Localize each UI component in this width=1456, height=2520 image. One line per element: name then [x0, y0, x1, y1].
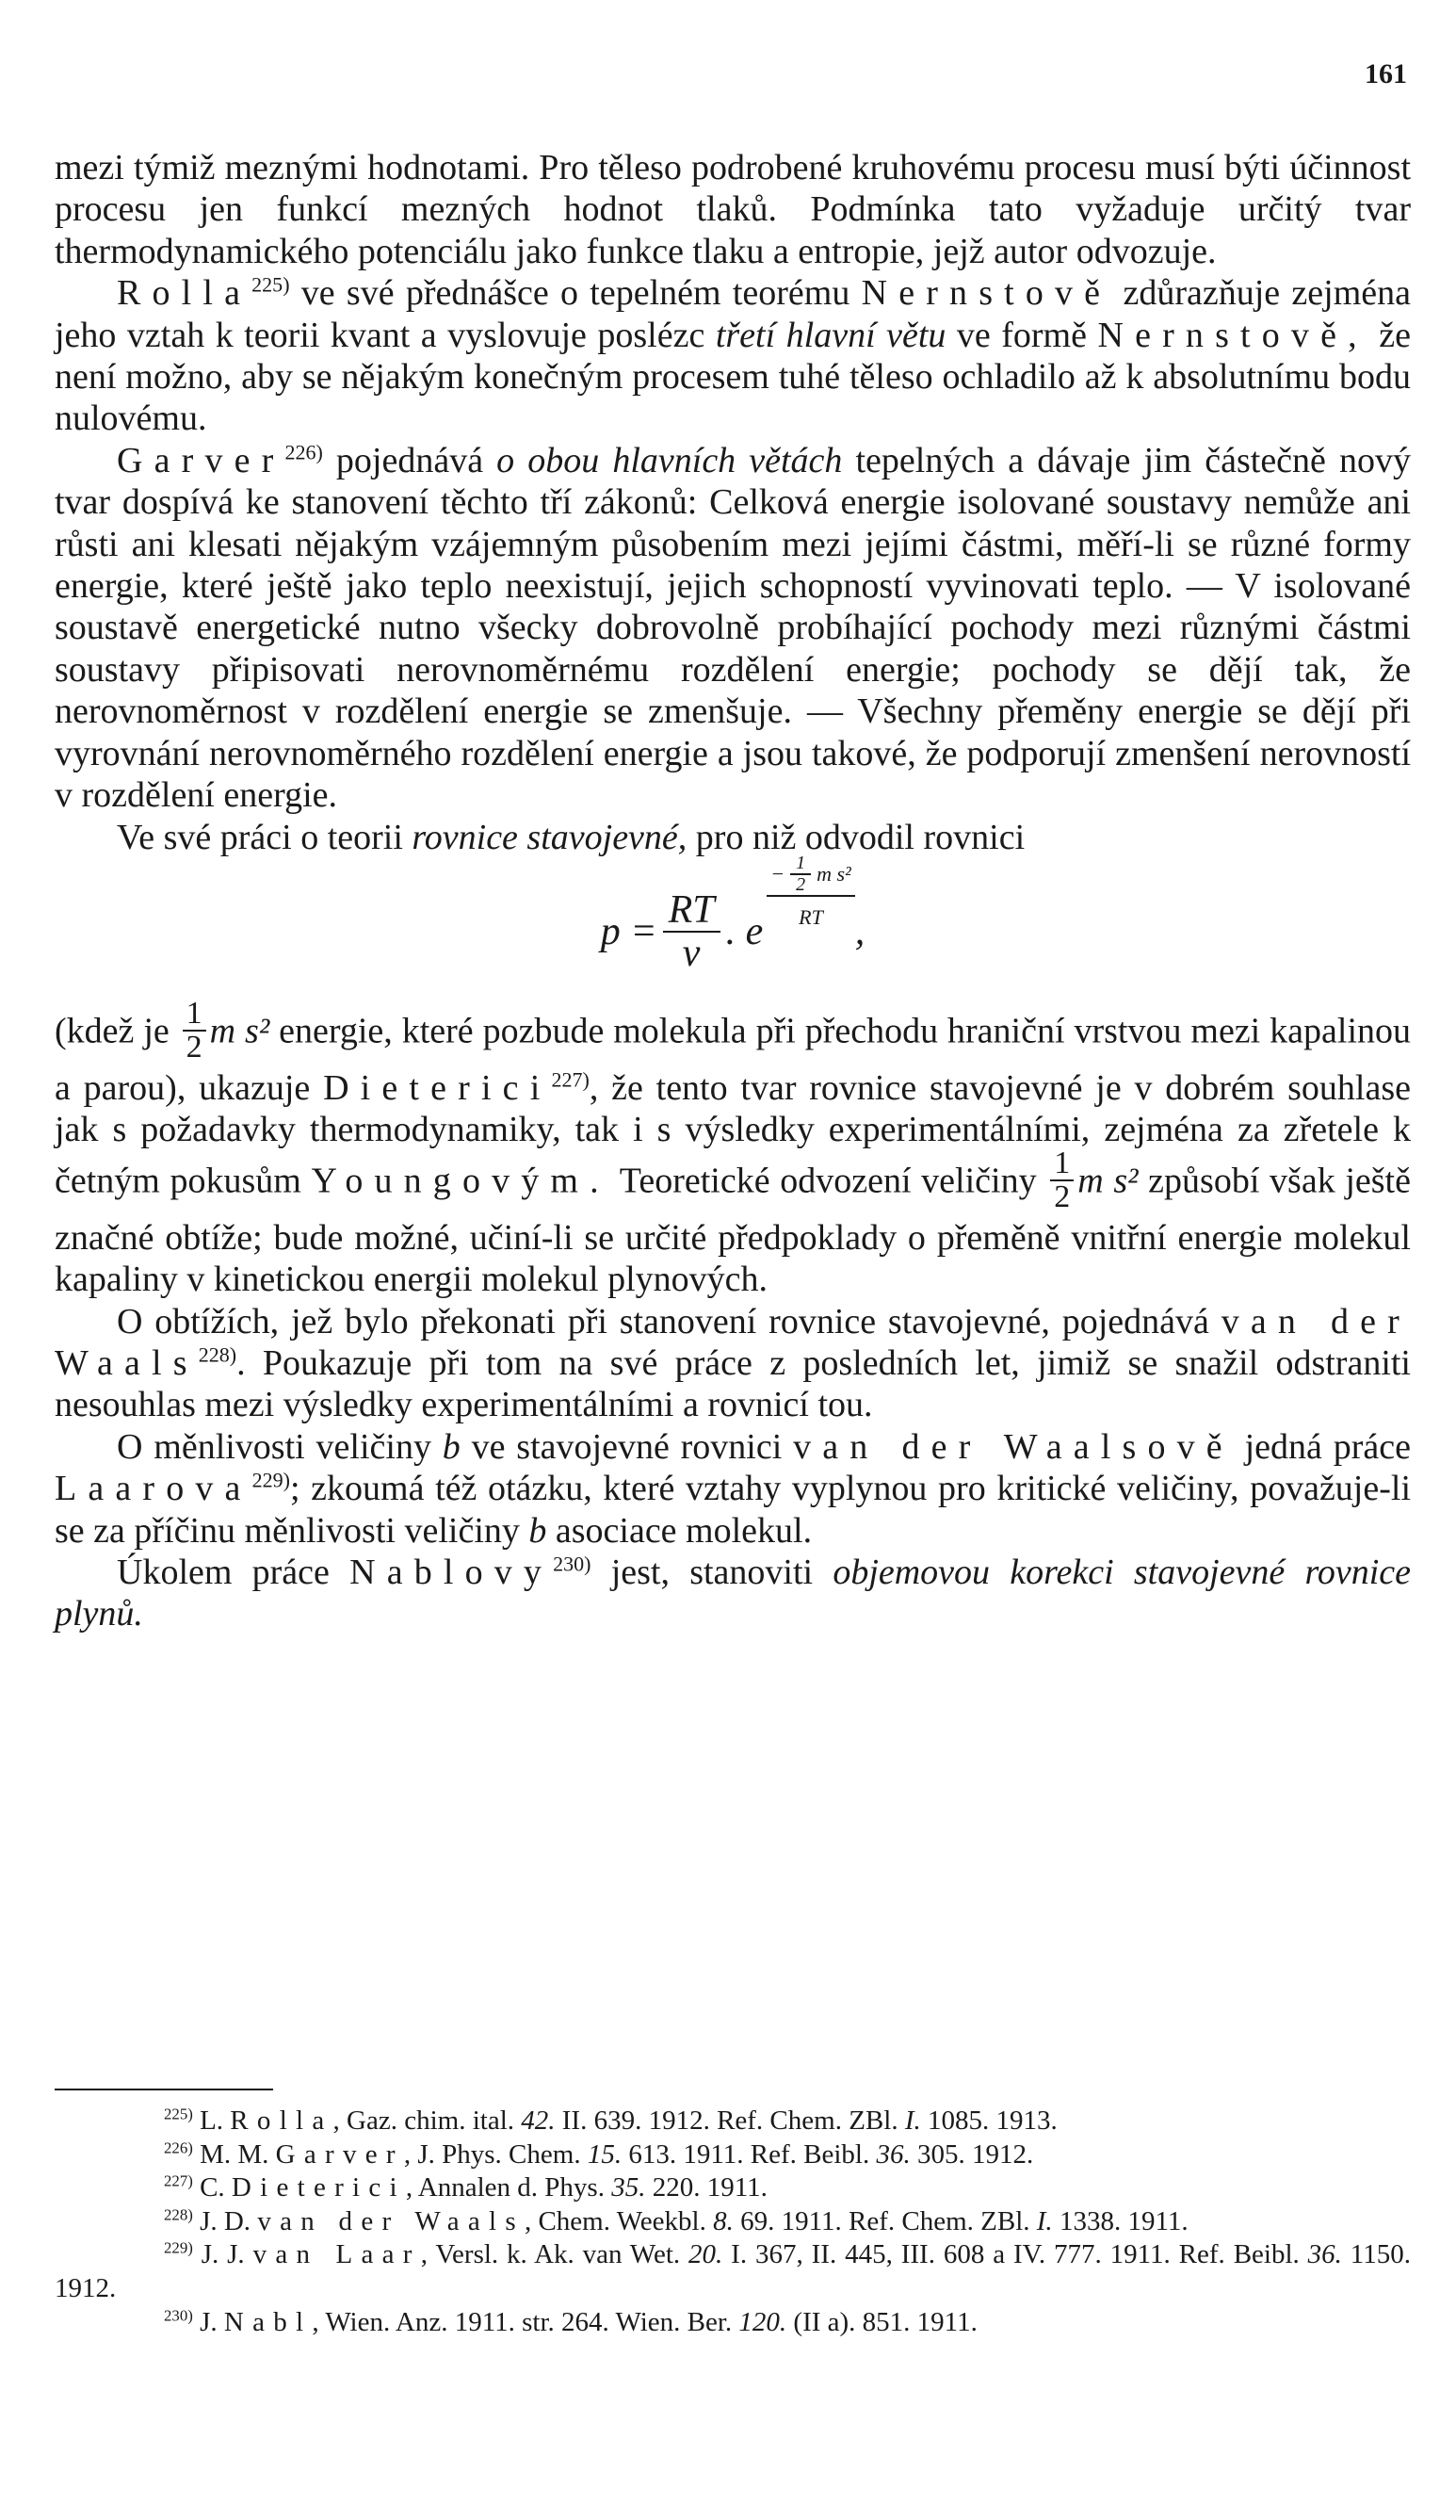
inline-fraction: $\frac{1}{2}$ — [1050, 1147, 1074, 1213]
paragraph-4: Ve své práci o teorii rovnice stavojevné, pro niž odvodil rovnici — [117, 817, 1026, 857]
footnote-226: $^{226)}$ M. M. Garver, J. Phys. Chem. 15. 613. 1911. Ref. Beibl. 36. 305. 1912. — [164, 2138, 1034, 2170]
paragraph-1: mezi týmiž meznými hodnotami. Pro těleso podrobené kruhovému procesu musí býti účinnost procesu jen funkcí mezných hodnot tlaků. Podmínka tato vyžaduje určitý tvar thermodynamického potenciálu jako funkce tlaku a entropie, jejž autor odvozuje. — [55, 148, 1411, 271]
footnotes — [55, 2105, 1411, 2339]
footnote-ref: 229) — [251, 1468, 290, 1492]
author-name: Garver — [117, 440, 285, 480]
author-name: Youngovým. — [311, 1161, 610, 1201]
footnote-ref: 225) — [251, 272, 290, 297]
footnote-229: $^{229)}$ J. J. van Laar, Versl. k. Ak. van Wet. 20. I. 367, II. 445, III. 608 a IV. 777. 1911. Ref. Beibl. 36. 1150. 1912. — [55, 2238, 1411, 2303]
equation-exponent: − $\frac{1}{2}$ m s² RT — [767, 854, 854, 939]
emphasis: třetí hlavní větu — [715, 315, 946, 355]
author-name: Laarova — [55, 1469, 252, 1509]
paragraph-7: O měnlivosti veličiny b ve stavojevné rovnici van der Waalsově jedná práce Laarova$^{229)}$; zkoumá též otázku, které vztahy vyplynou pro kritické veličiny, považuje-li se za příčinu měnlivosti veličiny b asociace molekul. — [55, 1426, 1411, 1551]
paragraph-6: O obtížích, jež bylo překonati při stanovení rovnice stavojevné, pojednává van der Waals$^{228)}$. Poukazuje při tom na své práce z posledních let, jimiž se snažil odstraniti nesouhlas mezi výsledky experimentálními a rovnicí tou. — [55, 1301, 1411, 1425]
author-name: Nernstově, — [1097, 315, 1368, 355]
emphasis: objemovou korekci stavojevné rovnice plynů. — [55, 1552, 1411, 1634]
footnote-ref: 230) — [553, 1552, 591, 1576]
emphasis: rovnice stavojevné, — [412, 817, 688, 857]
main-text — [55, 147, 1411, 1635]
footnote-ref: 227) — [551, 1067, 590, 1092]
footnote-227: $^{227)}$ C. Dieterici, Annalen d. Phys. 35. 220. 1911. — [164, 2171, 768, 2203]
equation-lhs: p = — [600, 909, 657, 953]
footnote-228: $^{228)}$ J. D. van der Waals, Chem. Weekbl. 8. 69. 1911. Ref. Chem. ZBl. I. 1338. 1911. — [164, 2205, 1189, 2236]
equation-fraction — [663, 889, 720, 974]
footnote-230: $^{230)}$ J. Nabl, Wien. Anz. 1911. str. 264. Wien. Ber. 120. (II a). 851. 1911. — [164, 2305, 978, 2337]
footnote-ref: 228) — [198, 1342, 237, 1367]
footnote-225: $^{225)}$ L. Rolla, Gaz. chim. ital. 42. II. 639. 1912. Ref. Chem. ZBl. I. 1085. 1913. — [164, 2105, 1058, 2136]
equation: p = $\frac{RT}{v}$ . e − $\frac{1}{2}$ m s² RT , — [600, 852, 866, 975]
paragraph-2: Rolla$^{225)}$ ve své přednášce o tepelném teorému Nernstově zdůrazňuje zejména jeho vztah k teorii kvant a vyslovuje poslézc třetí hlavní větu ve formě Nernstově, že není možno, aby se nějakým konečným procesem tuhé těleso ochladilo až k absolutnímu bodu nulovému. — [55, 272, 1412, 439]
equation-exp-base: . e — [725, 909, 764, 953]
paragraph-5: (kdež je $\frac{1}{2}$ m s² energie, které pozbude molekula při přechodu hraniční vrstvou mezi kapalinou a parou), ukazuje Dieterici$^{227)}$, že tento tvar rovnice stavojevné je v dobrém souhlase jak s požadavky thermodynamiky, tak i s výsledky experimentálními, zejména za zřetele k četným pokusům Youngovým. Teoretické odvození veličiny $\frac{1}{2}$ m s² způsobí však ještě značné obtíže; bude možné, učiní-li se určité předpoklady o přeměně vnitřní energie molekul kapaliny v kinetickou energii molekul plynových. — [55, 995, 1412, 1300]
author-name: van der Waals — [55, 1301, 1411, 1383]
inline-fraction: $\frac{1}{2}$ — [183, 998, 206, 1064]
paragraph-3: Garver$^{226)}$ pojednává o obou hlavních větách tepelných a dávaje jim částečně nový tvar dospívá ke stanovení těchto tří zákonů: Celková energie isolované soustavy nemůže ani růsti ani klesati nějakým vzájemným působením mezi jejími částmi, měří-li se různé formy energie, které ještě jako teplo neexistují, jejich schopností vyvinovati teplo. — V isolované soustavě energetické nutno všecky dobrovolně probíhající pochody mezi různými částmi soustavy připisovati nerovnoměrnému rozdělení energie; pochody se dějí tak, že nerovnoměrnost v rozdělení energie se zmenšuje. — Všechny přeměny energie se dějí při vyrovnání nerovnoměrného rozdělení energie a jsou takové, že podporují zmenšení nerovností v rozdělení energie. — [55, 440, 1411, 816]
author-name: Nablovy — [349, 1552, 554, 1592]
author-name: Nernstově — [861, 273, 1112, 314]
author-name: Dieterici — [323, 1067, 552, 1108]
equation-denominator: v — [682, 931, 701, 975]
footnote-ref: 226) — [284, 440, 323, 464]
emphasis: o obou hlavních větách — [496, 440, 843, 480]
author-name: Rolla — [117, 273, 252, 314]
paragraph-8: Úkolem práce Nablovy$^{230)}$ jest, stanoviti objemovou korekci stavojevné rovnice plynů. — [55, 1552, 1411, 1634]
equation-numerator: RT — [663, 889, 720, 933]
page-number: 161 — [1365, 58, 1407, 89]
author-name: van der Waalsově — [793, 1426, 1234, 1467]
footnote-divider — [55, 2089, 273, 2090]
